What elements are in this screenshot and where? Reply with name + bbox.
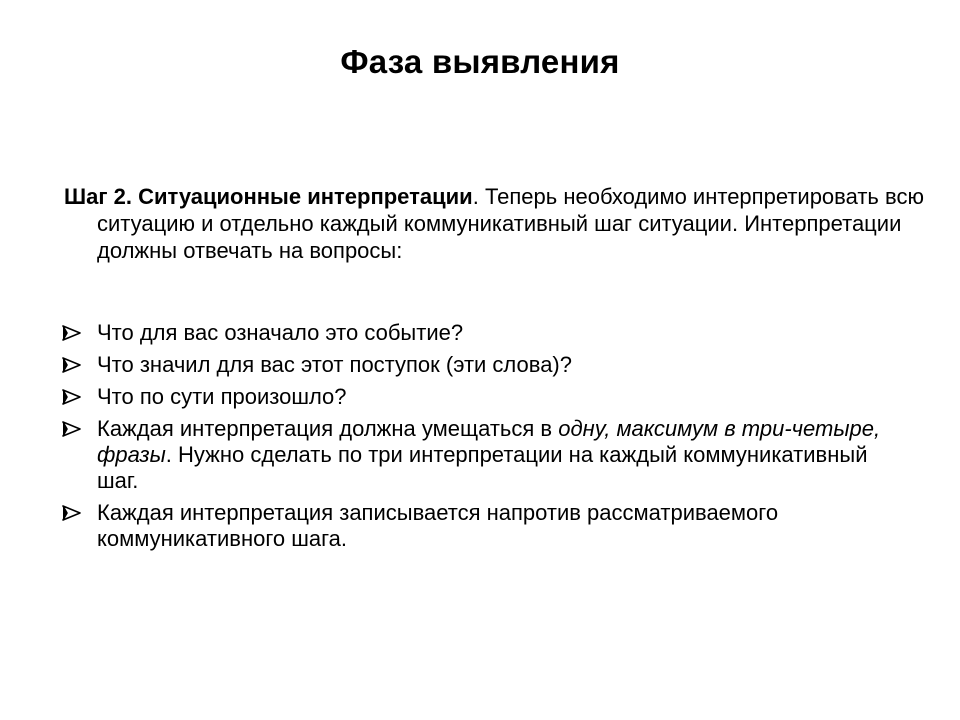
bullet-text: Что по сути произошло? xyxy=(97,384,347,409)
intro-paragraph xyxy=(64,183,933,264)
bullet-list xyxy=(64,320,900,558)
bullet-text-post: . Нужно сделать по три интерпретации на каждый коммуникативный шаг. xyxy=(97,442,868,493)
bullet-item xyxy=(64,416,900,494)
bullet-item xyxy=(64,384,900,410)
arrow-bullet-icon xyxy=(62,388,82,406)
intro-text: . Теперь необходимо интерпретировать всю ситуацию и отдельно каждый коммуникативный шаг ситуации. Интерпретации должны отвечать на вопросы: xyxy=(97,184,924,263)
step-label: Шаг 2. Ситуационные интерпретации xyxy=(64,184,473,209)
bullet-text-emphasis: одну, максимум в три-четыре, фразы xyxy=(97,416,881,467)
arrow-bullet-icon xyxy=(62,356,82,374)
slide-title: Фаза выявления xyxy=(340,43,620,80)
arrow-bullet-icon xyxy=(62,420,82,438)
arrow-bullet-icon xyxy=(62,504,82,522)
bullet-text: Что для вас означало это событие? xyxy=(97,320,464,345)
arrow-bullet-icon xyxy=(62,324,82,342)
bullet-text: Что значил для вас этот поступок (эти слова)? xyxy=(97,352,572,377)
bullet-text-pre: Каждая интерпретация должна умещаться в xyxy=(97,416,559,441)
bullet-item xyxy=(64,320,900,346)
bullet-item xyxy=(64,500,900,552)
bullet-text: Каждая интерпретация записывается напротив рассматриваемого коммуникативного шага. xyxy=(97,500,779,551)
bullet-item xyxy=(64,352,900,378)
